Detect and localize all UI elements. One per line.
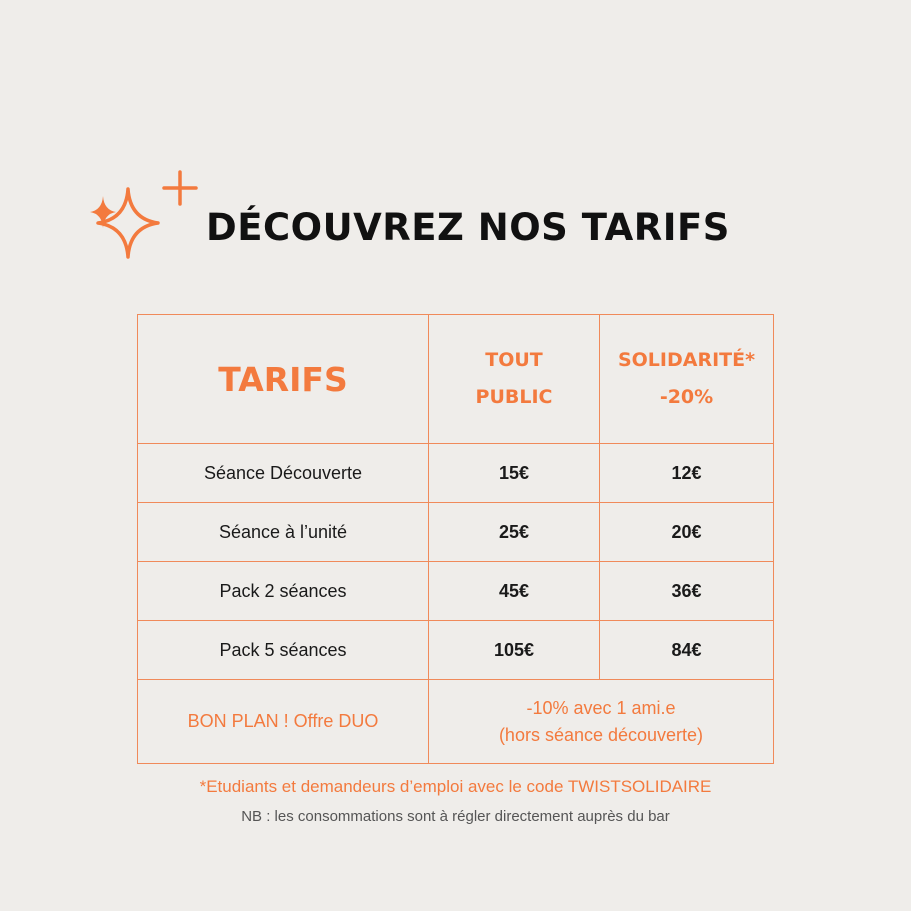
duo-offer-line1: -10% avec 1 ami.e <box>526 697 676 718</box>
row-label: Séance à l’unité <box>138 503 429 562</box>
row-label: Séance Découverte <box>138 444 429 503</box>
duo-offer-row <box>138 680 774 764</box>
duo-offer-details <box>429 680 774 764</box>
duo-offer-line2: (hors séance découverte) <box>498 724 704 745</box>
sparkles-icon <box>88 170 198 260</box>
header-tout-public-line2: PUBLIC <box>475 386 553 408</box>
duo-offer-label: BON PLAN ! Offre DUO <box>138 680 429 764</box>
row-label: Pack 5 séances <box>138 621 429 680</box>
row-public-price: 105€ <box>429 621 600 680</box>
header-solidarite-line2: -20% <box>659 386 714 408</box>
table-row <box>138 444 774 503</box>
table-header-row <box>138 315 774 444</box>
header-solidarite-line1: SOLIDARITÉ* <box>617 349 756 371</box>
header-tout-public-line1: TOUT <box>485 349 543 371</box>
pricing-table <box>137 314 774 764</box>
header-tarifs-label: TARIFS <box>218 359 348 399</box>
header-tarifs <box>138 315 429 444</box>
row-solidarity-price: 84€ <box>600 621 774 680</box>
table-row <box>138 621 774 680</box>
row-solidarity-price: 36€ <box>600 562 774 621</box>
page-title: DÉCOUVREZ NOS TARIFS <box>206 206 730 249</box>
row-label: Pack 2 séances <box>138 562 429 621</box>
row-solidarity-price: 12€ <box>600 444 774 503</box>
row-public-price: 25€ <box>429 503 600 562</box>
header-tout-public <box>429 315 600 444</box>
table-row <box>138 562 774 621</box>
row-solidarity-price: 20€ <box>600 503 774 562</box>
row-public-price: 15€ <box>429 444 600 503</box>
nb-note: NB : les consommations sont à régler directement auprès du bar <box>241 808 670 825</box>
row-public-price: 45€ <box>429 562 600 621</box>
table-row <box>138 503 774 562</box>
header-solidarite <box>600 315 774 444</box>
solidarity-footnote: *Etudiants et demandeurs d’emploi avec le code TWISTSOLIDAIRE <box>199 777 712 796</box>
